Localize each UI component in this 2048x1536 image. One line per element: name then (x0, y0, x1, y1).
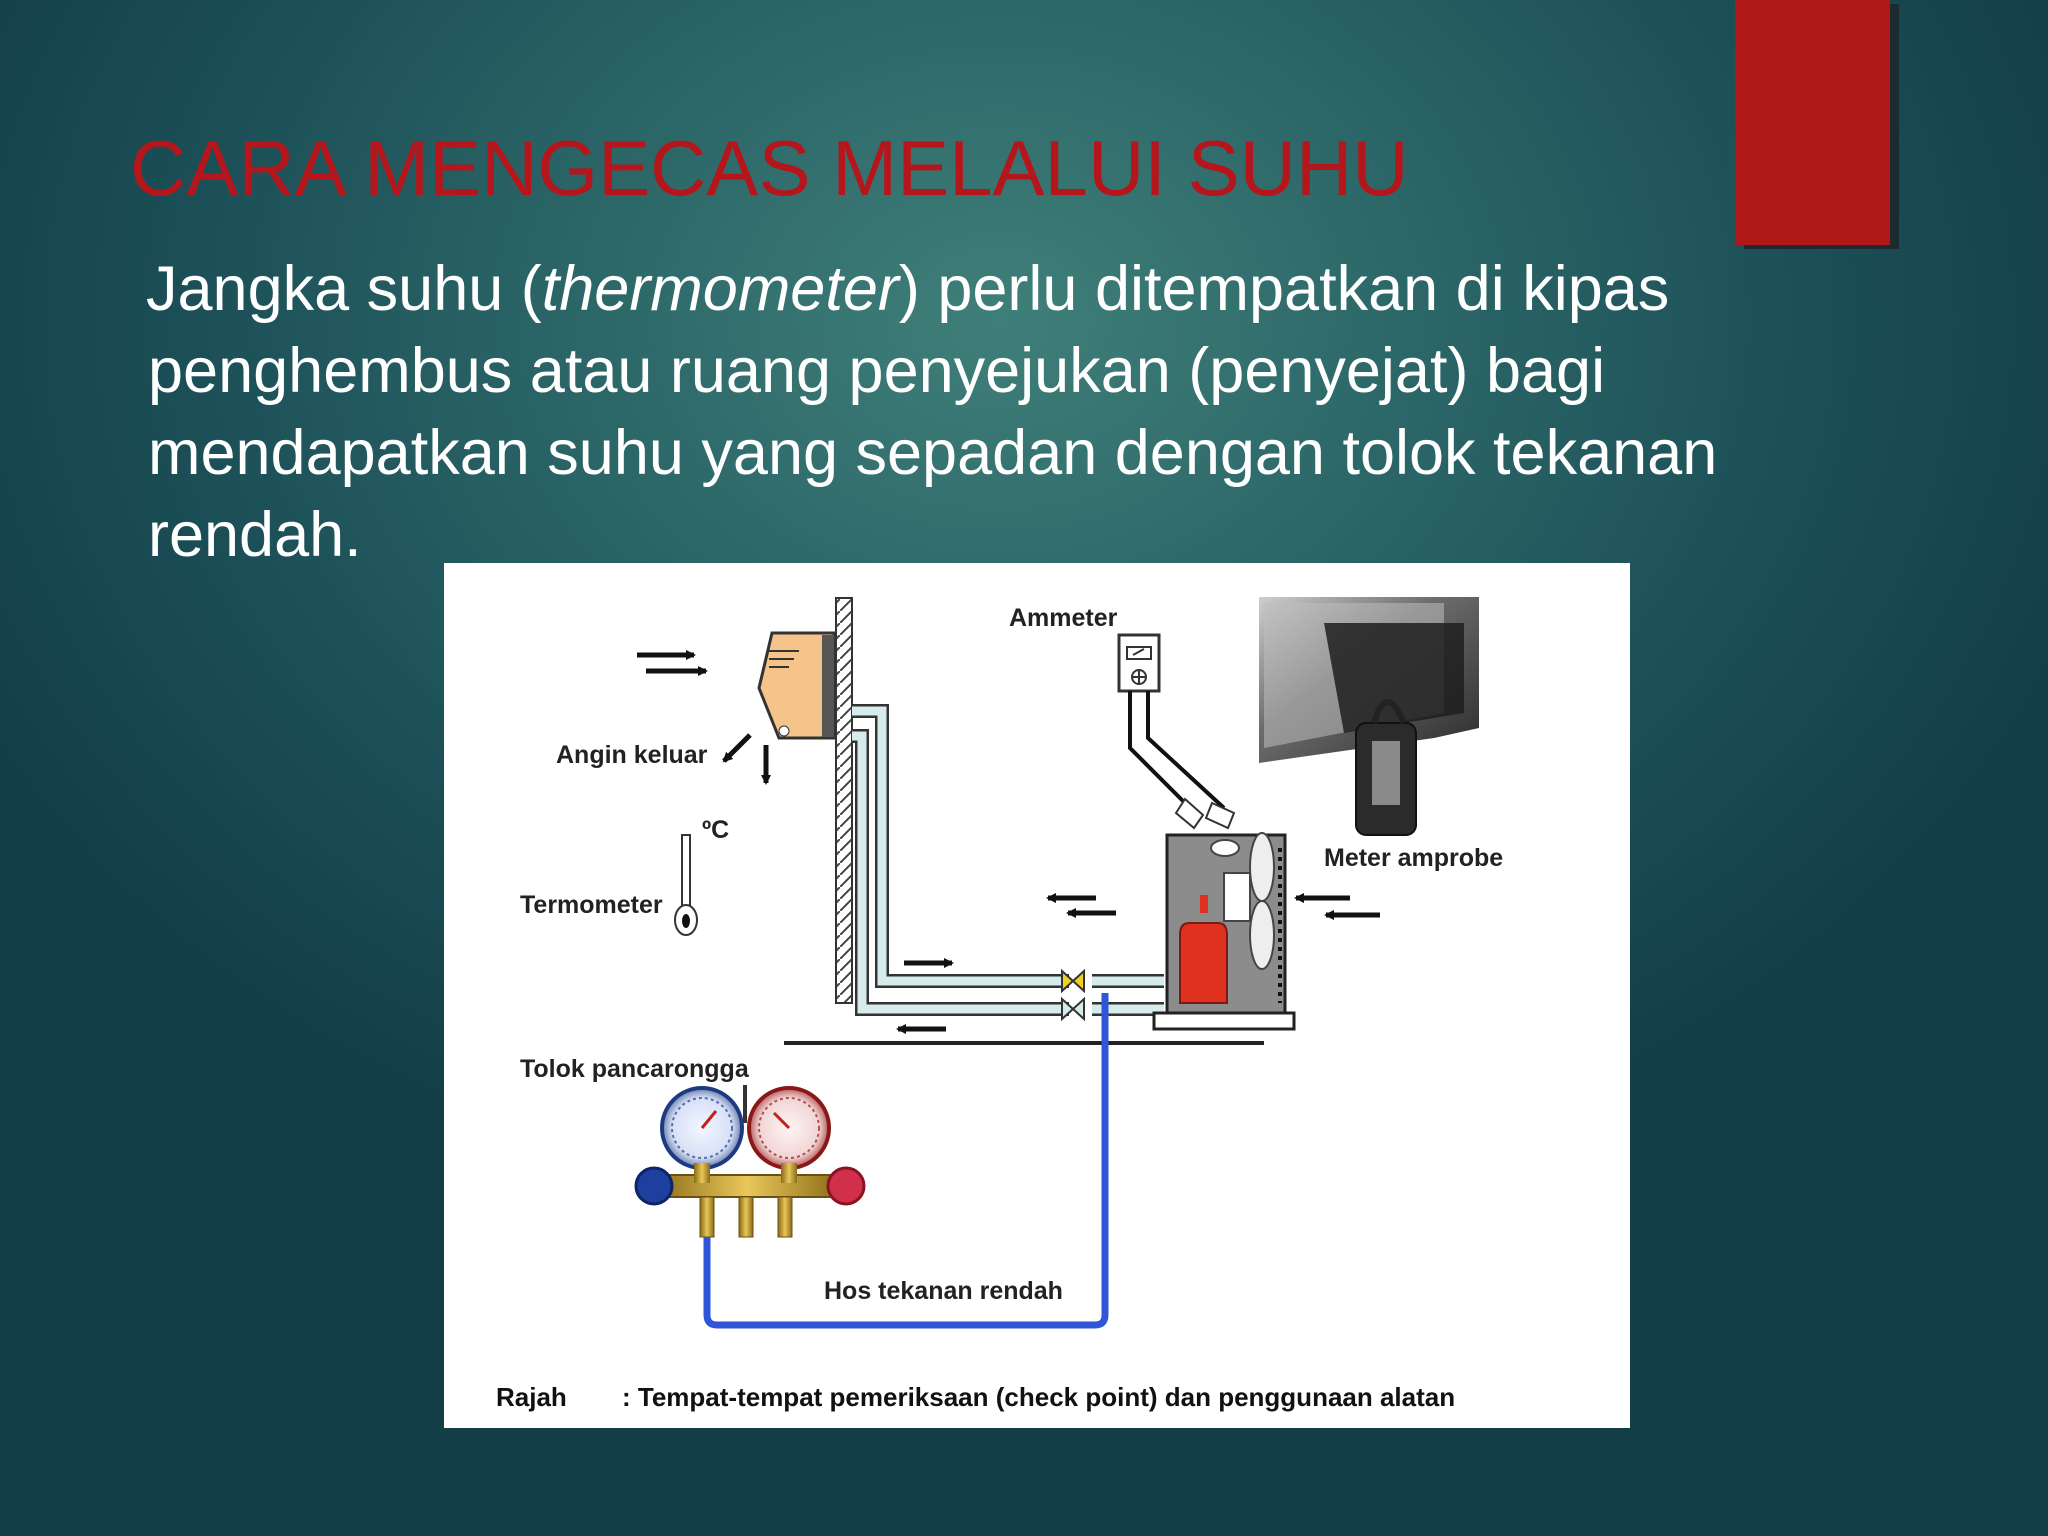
diagram-canvas (444, 563, 1630, 1428)
body-line-1-post: ) perlu ditempatkan di kipas (898, 254, 1670, 324)
label-angin-keluar: Angin keluar (556, 741, 708, 769)
ammeter-leads (1130, 691, 1234, 828)
building-wall (836, 598, 852, 1003)
body-line-3: mendapatkan suhu yang sepadan dengan tolok tekanan (148, 418, 1718, 488)
slide-title: CARA MENGECAS MELALUI SUHU (130, 124, 1409, 212)
body-line-4: rendah. (148, 500, 362, 570)
air-out-arrows (724, 735, 766, 783)
clamp-meter-photo (1259, 597, 1479, 835)
slide-body-text (148, 248, 1948, 576)
manifold-gauge-set (636, 1085, 864, 1237)
body-line-2: penghembus atau ruang penyejukan (penyejat) bagi (148, 336, 1606, 406)
label-meter-amprobe: Meter amprobe (1324, 844, 1504, 872)
caption-text: : Tempat-tempat pemeriksaan (check point) dan penggunaan alatan (622, 1382, 1456, 1412)
label-termometer: Termometer (520, 891, 663, 919)
air-in-arrows (637, 655, 706, 671)
label-degree-celsius: ºC (702, 816, 730, 844)
accent-bar (1735, 0, 1890, 245)
label-ammeter: Ammeter (1009, 604, 1118, 632)
ammeter-icon (1119, 635, 1159, 691)
label-hos-tekanan-rendah: Hos tekanan rendah (824, 1277, 1063, 1305)
outdoor-unit (1154, 833, 1294, 1029)
body-line-1-pre: Jangka suhu ( (146, 254, 542, 324)
indoor-unit (759, 633, 834, 738)
caption-label: Rajah (496, 1382, 567, 1412)
thermometer-icon (675, 835, 697, 935)
body-line-1 (146, 248, 1948, 330)
service-valve (1062, 971, 1084, 1019)
body-line-1-italic: thermometer (541, 254, 899, 324)
label-tolok-pancarongga: Tolok pancarongga (520, 1055, 749, 1083)
ac-checkpoint-diagram (444, 563, 1630, 1428)
refrigerant-pipes (852, 711, 1164, 1009)
